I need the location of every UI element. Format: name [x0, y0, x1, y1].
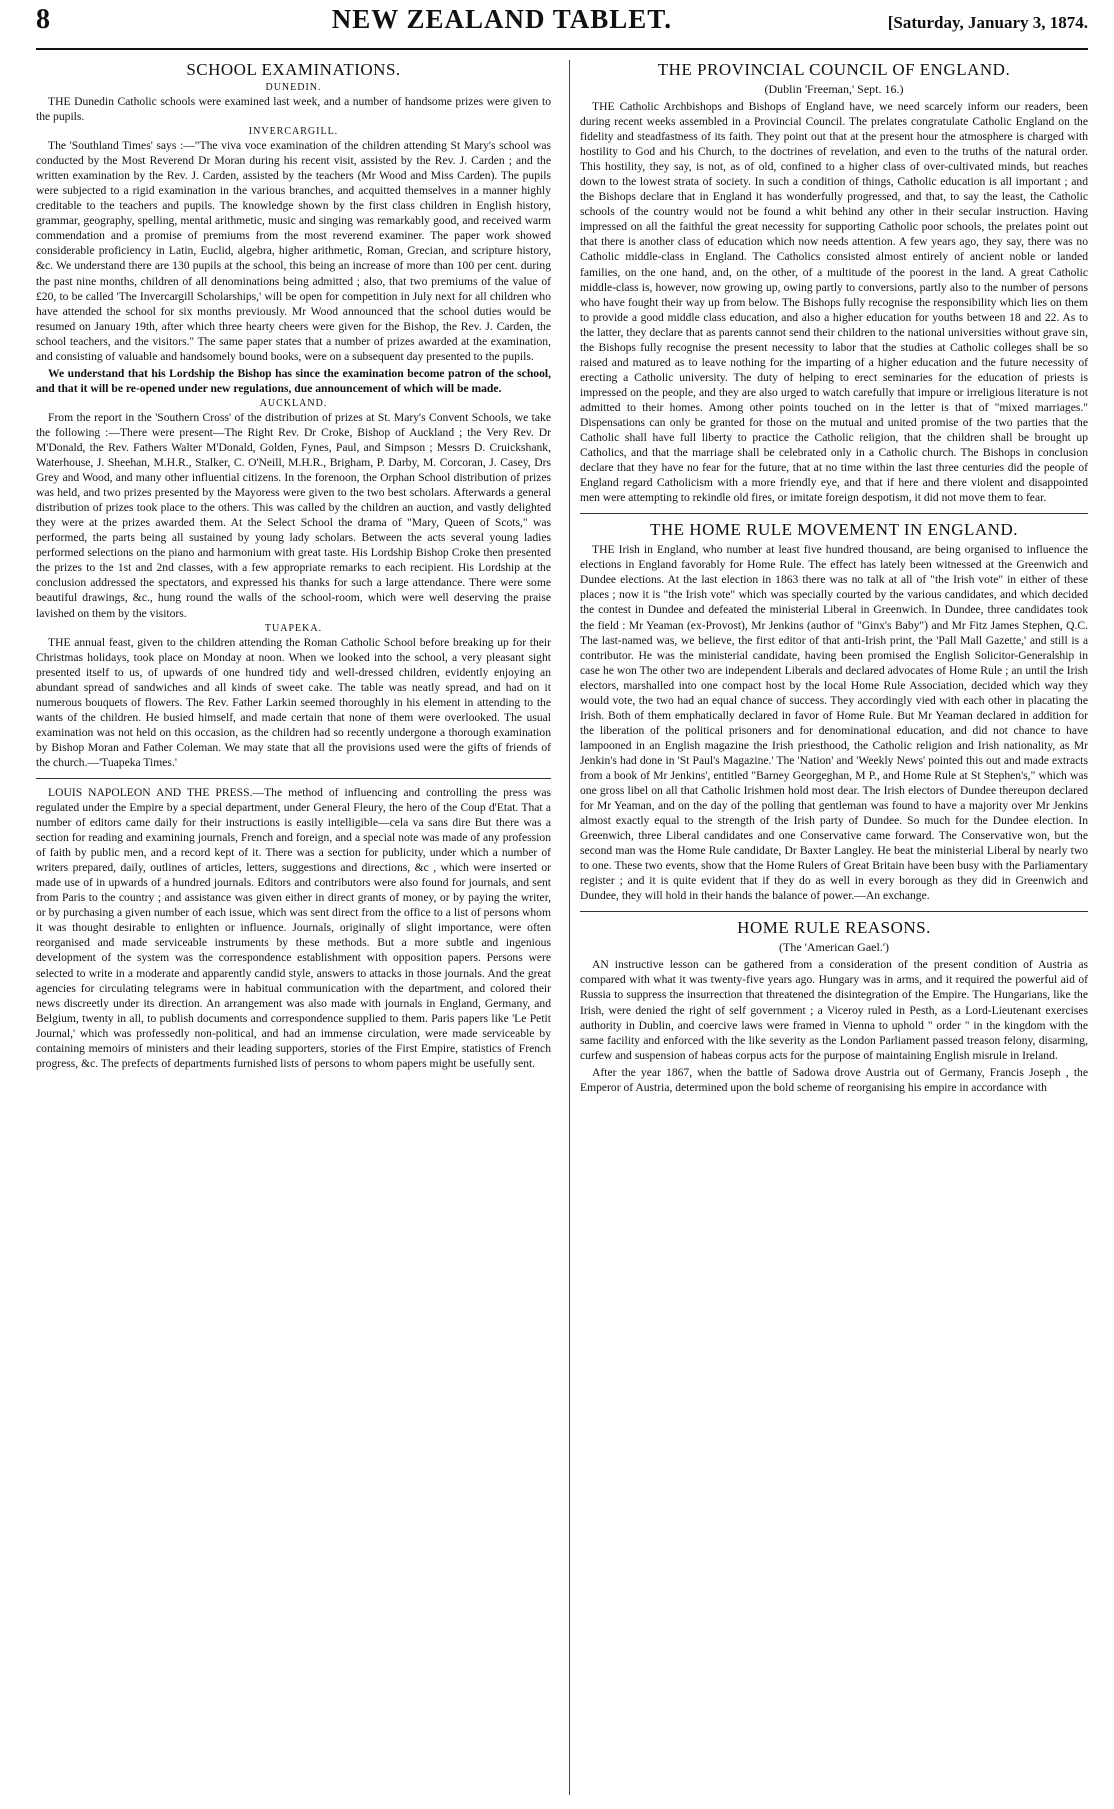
- home-rule-reasons-paragraph: AN instructive lesson can be gathered from a consideration of the present condition of Austria as compared with what it was twenty-five years ago. Hungary was in arms, and it required the powerful aid of Russia to suppress the insurrection that threatened the disintegration of the Empire. The Hungarians, like the Irish, were denied the right of self government ; a Viceroy ruled in Pesth, as a Lord-Lieutenant exercises authority in Dublin, and coercive laws were framed in Vienna to uphold " order " in the kingdom with the same facility and enforced with the like severity as the London Parliament passed treason felony, disarming, curfew and suspension of habeas corpus acts for the purpose of maintaining English misrule in Ireland.: [580, 958, 1088, 1062]
- press-body: —The method of influencing and controlling the press was regulated under the Empire by a special department, under General Fleury, the hero of the Coup d'Etat. That a number of editors came daily for their instructions is easily intelligible—cela va sans dire But there was a section for reading and examining journals, French and foreign, and a special note was made of any profession of faith by public men, and a record kept of it. There was a section for publicity, under which a number of writers prepared, daily, outlines of articles, letters, suggestions and directions, &c , which were inserted or made use of in upwards of a hundred journals. Editors and contributors were also found for journals, and sent from Paris to the country ; and assistance was given either in direct grants of money, or by paying the writer, or by purchasing a given number of each issue, which was sent direct from the office to a list of persons whom it was thought desirable to enlighten or influence. Journals, originally of slight importance, were often reorganised and made serviceable instruments by these methods. But a more subtle and ingenious development of the system was the correspondence establishment with opposition papers. Persons were selected to write in a moderate and apparently candid style, answers to attacks in those journals. And the great agencies for circulating telegrams were in habitual communication with the department, and colored their news discreetly under its direction. An arrangement was also made with journals in England, Germany, and Belgium, twenty in all, to publish documents and correspondence supplied to them. Paris papers like 'Le Petit Journal,' which was professedly non-political, and had an immense circulation, were made serviceable by containing memoirs of ministers and their leading supporters, stories of the First Empire, statistics of French progress, &c. The prefects of departments furnished lists of persons to whom papers might be usefully sent.: [36, 785, 551, 1070]
- press-lead: LOUIS NAPOLEON AND THE PRESS.: [48, 785, 253, 799]
- article-divider: [580, 911, 1088, 912]
- home-rule-reasons-paragraph-2: After the year 1867, when the battle of Sadowa drove Austria out of Germany, Francis Joseph , the Emperor of Austria, determined upon the bold scheme of reorganising his empire in accordance with: [580, 1065, 1088, 1094]
- invercargill-subhead: INVERCARGILL.: [248, 126, 339, 138]
- left-column: [36, 60, 555, 1795]
- tuapeka-paragraph: THE annual feast, given to the children attending the Roman Catholic School before breaking up for their Christmas holidays, took place on Monday at noon. When we looked into the school, a very pleasant sight presented itself to us, of upwards of one hundred tidy and well-dressed children, evidently enjoying an abundant spread of sandwiches and all kinds of sweet cake. The table was neatly spread, and had on it numerous bouquets of flowers. The Rev. Father Larkin seemed thoroughly in his element in attending to the wants of the children. He busied himself, and made certain that none of them were overlooked. The usual examination was not held on this occasion, as the children had so recently undergone a thorough examination by Bishop Moran and Father Coleman. We may state that all the provisions used were the gifts of friends of the church.—'Tuapeka Times.': [36, 635, 551, 769]
- home-rule-movement-title: THE HOME RULE MOVEMENT IN ENGLAND.: [650, 520, 1018, 540]
- provincial-paragraph: THE Catholic Archbishops and Bishops of England have, we need scarcely inform our readers, been during recent weeks assembled in a Provincial Council. The prelates congratulate Catholic England on the fidelity and steadfastness of its faith. They point out that at the present hour the atmosphere is charged with hostility to God and his Church, to the doctrines of revelation, and even to the truths of the natural order. This hostility, they say, is not, as of old, confined to a higher class of over-cultivated minds, but reaches down to the lowest strata of society. In such a condition of things, Catholic education is all important ; and the Bishops declare that in England it has wonderfully progressed, and that, to say the least, the Catholic schools of the country would not be found a whit behind any other in their secular instruction. Having impressed on all the faithful the great necessity for supporting Catholic poor schools, the prelates point out that there is another class of education which now needs attention. A few years ago, they say, there was no Catholic middle-class in England. The Catholics consisted almost entirely of ancient noble or landed families, on the one hand, and, on the other, of a multitude of the poorest in the land. A great Catholic middle-class is, however, now growing up, owing partly to conversions, partly also to the number of persons who have fought their way up from below. The Bishops fully recognise the responsibility which lies on them to provide a good middle class education, and also a higher education for youths between 18 and 22. As to the latter, they declare that as parents cannot send their children to the national universities without grave sin, the Bishops fully recognise the present necessity to labor that the studies at Catholic colleges shall be so raised and matured as to leave nothing for the imparting of a higher education and the future necessity of erecting a Catholic university. The duty of helping to erect seminaries for the education of priests is impressed on the people, and they are also urged to watch carefully that impure or irreligious literature is not admitted to their homes. Among other points touched on in the letter is that of "mixed marriages." Dispensations can only be granted for those on the mutual and united promise of the two parties that the Catholic shall have full liberty to practice the Catholic religion, that the children shall be brought up Catholics, and that the marriage shall be celebrated only in a Catholic church. The Bishops in conclusion declare that they have no fear for the future, that at no time within the last three centuries did the people of England regard Catholicism with a more friendly eye, and that if here and there violent and disappointed men were attempting to rekindle old fires, or imitate foreign despotism, it did not move them to fear.: [580, 100, 1088, 505]
- article-divider: [580, 513, 1088, 514]
- provincial-source: (Dublin 'Freeman,' Sept. 16.): [764, 82, 904, 96]
- masthead: [36, 0, 1088, 50]
- right-column: [569, 60, 1088, 1795]
- provincial-council-title: THE PROVINCIAL COUNCIL OF ENGLAND.: [657, 60, 1011, 79]
- invercargill-paragraph: The 'Southland Times' says :—"The viva voce examination of the children attending St Mary's school was conducted by the Most Reverend Dr Moran during his recent visit, assisted by the Rev. J. Carden ; and the written examination by the Rev. J. Carden, assisted by the teachers (Mr Wood and Miss Carden). The pupils were subjected to a rigid examination in the various branches, and acquitted themselves in a manner highly creditable to the teachers and pupils. The knowledge shown by the first class children in English history, grammar, geography, spelling, mental arithmetic, music and singing was remarkably good, and received warm commendation and a promise of premiums from the most reverend examiner. The paper work showed considerable proficiency in Latin, Euclid, algebra, higher arithmetic, Roman, Grecian, and scripture history, &c. We understand there are 130 pupils at the school, this being an increase of more than 100 per cent. during the past nine months, children of all denominations being admitted ; also, that two premiums of the value of £20, to be called 'The Invercargill Scholarships,' will be open for competition in July next for all children who have attended the school for six months previously. Mr Wood announced that the school duties would be resumed on January 19th, after which three hearty cheers were given for the Bishop, the Rev. J. Carden, the school teachers, and the visitors." The same paper states that a number of prizes awarded at the examination, and consisting of valuable and handsomely bound books, were on a subsequent day presented to the pupils.: [36, 139, 551, 363]
- auckland-paragraph: From the report in the 'Southern Cross' of the distribution of prizes at St. Mary's Convent Schools, we take the following :—There were present—The Right Rev. Dr Croke, Bishop of Auckland ; the Very Rev. Dr M'Donald, the Rev. Fathers Walter M'Donald, Golden, Fynes, Paul, and Simpson ; Messrs D. Cruickshank, Waterhouse, J. Sheehan, M.H.R., Stalker, C. O'Neill, M.H.R., Brigham, P. Darby, M. Corcoran, J. Casey, Drs Grey and Wood, and many other influential citizens. In the forenoon, the Orphan School distribution of prizes was held, and two prizes presented by the Mayoress were given to the two best scholars. Afterwards a general distribution of prizes took place to the others. This was called by the children an auction, and vastly delighted they were at the prizes awarded them. At the Select School the drama of "Mary, Queen of Scots," was performed, the parts being all sustained by young lady scholars. Between the acts several young ladies performed selections on the piano and harmonium with great taste. His Lordship Bishop Croke then presented the prizes to the 1st and 2nd classes, with a few appropriate remarks to each recipient. His Lordship at the conclusion addressed the spectators, and expressed his thanks for such a large attendance. There were some beautiful drawings, &c., hung round the walls of the school-room, which were well deserving the praise lavished on them by the visitors.: [36, 410, 551, 620]
- home-rule-reasons-source: (The 'American Gael.'): [779, 940, 889, 955]
- dunedin-paragraph: THE Dunedin Catholic schools were examined last week, and a number of handsome prizes were given to the pupils.: [36, 95, 551, 124]
- auckland-subhead: AUCKLAND.: [259, 397, 328, 409]
- article-divider: [36, 778, 551, 779]
- dunedin-subhead: DUNEDIN.: [265, 82, 322, 93]
- issue-date: [Saturday, January 3, 1874.: [887, 13, 1088, 32]
- home-rule-reasons-title: HOME RULE REASONS.: [737, 918, 931, 938]
- tuapeka-subhead: TUAPEKA.: [264, 622, 323, 634]
- paper-title: NEW ZEALAND TABLET.: [331, 4, 673, 34]
- press-paragraph: [36, 785, 551, 1071]
- home-rule-movement-paragraph: THE Irish in England, who number at least five hundred thousand, are being organised to influence the elections in England favorably for Home Rule. The effect has lately been witnessed at the Greenwich and Dundee elections. At the last election in 1863 there was no talk at all of "the Irish vote" in either of these places ; now it is "the Irish vote" which was specially courted by the various candidates, and which decided the contest in Dundee and defeated the ministerial Liberal in Greenwich. In Dundee, three candidates took the field : Mr Yeaman (ex-Provost), Mr Jenkins (author of "Ginx's Baby") and Mr Fitz James Stephen, Q.C. The last-named was, we believe, the first editor of that anti-Irish print, the 'Pall Mall Gazette,' and still is a contributor. He was the ministerial candidate, having been promised the English Solicitor-Generalship in case he won The other two are independent Liberals and declared advocates of Home Rule ; an until the Irish electors, marshalled into one compact host by the local Home Rule Association, decided which way they would vote, the two had an equal chance of success. They accordingly vied with each other in placating the Irish. Both of them emphatically declared in favor of Home Rule. But Mr Yeaman declared in addition for the liberation of the political prisoners and for denominational education, and did not chance to have lampooned in an English magazine the Irish priesthood, the Catholic religion and Irish nationality, as Mr Jenkin's had done in 'St Paul's Magazine.' The 'Nation' and 'Weekly News' pointed this out and made extracts from a book of Mr Jenkins', entitled "Barney Georgeghan, M P., and Home Rule at St Stephen's," which was one gross libel on all that Catholic Irishmen hold most dear. The Irish electors of Dundee thereupon declared for Mr Yeaman, and on the day of the polling that gentleman was found to have a majority over Mr Jenkins almost exactly equal to the strength of the Irish party of Dundee. So much for the Dundee election. In Greenwich, three Liberal candidates and one Conservative came forward. The Conservative won, but the second man was the Home Rule candidate, Dr Baxter Langley. He beat the ministerial Liberal by nearly two to one. These two events, show that the Home Rulers of Great Britain have been busy with the Parliamentary register ; and it is quite evident that if they do as well in every borough as they did in Greenwich and Dundee, they will hold in their hands the balance of power.—An exchange.: [580, 543, 1088, 903]
- bishop-paragraph: We understand that his Lordship the Bishop has since the examination become patron of the school, and that it will be re-opened under new regulations, due announcement of which will be made.: [36, 366, 551, 395]
- columns: [36, 60, 1088, 1795]
- page-number: 8: [36, 4, 50, 35]
- school-examinations-title: SCHOOL EXAMINATIONS.: [186, 60, 401, 79]
